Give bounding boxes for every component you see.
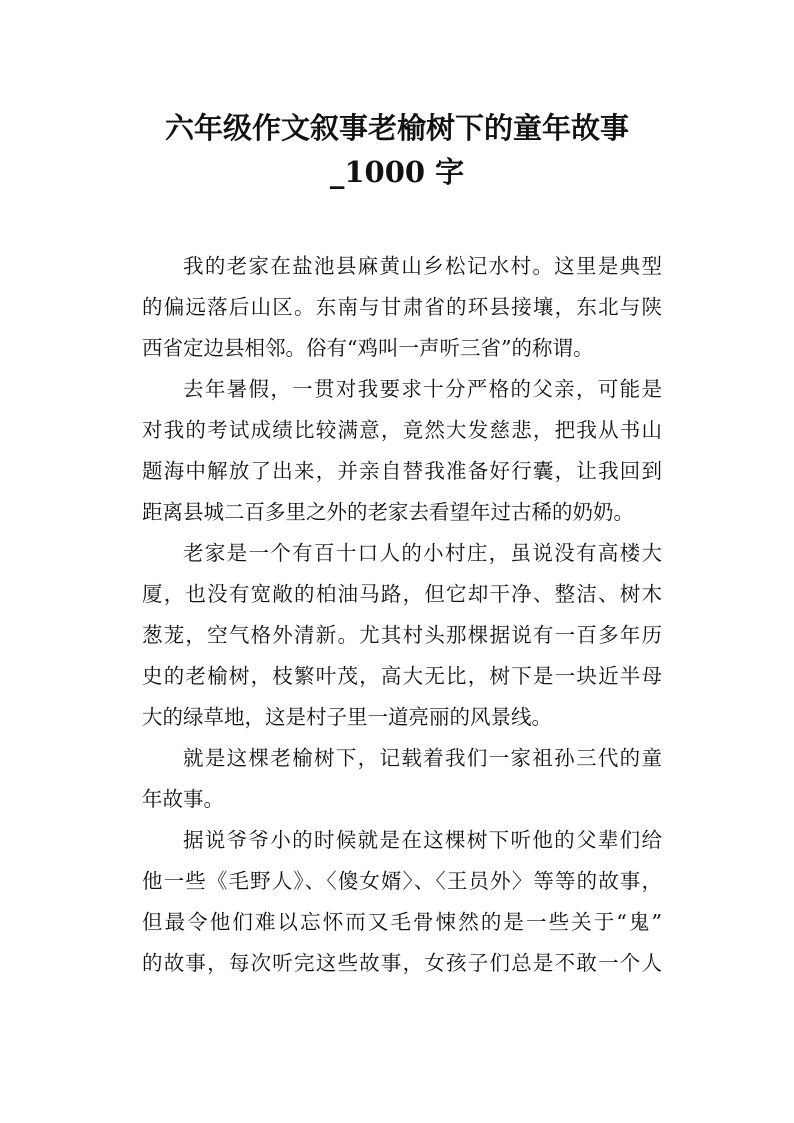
body-line-10: 葱茏，空气格外清新。尤其村头那棵据说有一百多年历 xyxy=(142,623,662,647)
body-line-8: 老家是一个有百十口人的小村庄，虽说没有高楼大 xyxy=(183,541,662,565)
document-title xyxy=(140,106,654,194)
body-line-9: 厦，也没有宽敞的柏油马路，但它却干净、整洁、树木 xyxy=(142,582,662,606)
body-line-4: 去年暑假，一贯对我要求十分严格的父亲，可能是 xyxy=(183,377,662,401)
body-line-13: 就是这棵老榆树下，记载着我们一家祖孙三代的童 xyxy=(183,746,662,770)
document-body xyxy=(142,246,662,984)
body-line-12: 大的绿草地，这是村子里一道亮丽的风景线。 xyxy=(142,705,552,729)
body-line-18: 的故事，每次听完这些故事，女孩子们总是不敢一个人 xyxy=(142,951,662,975)
body-line-2: 的偏远落后山区。东南与甘肃省的环县接壤，东北与陕 xyxy=(142,295,662,319)
body-line-16: 他一些《毛野人》、〈傻女婿〉、〈王员外〉等等的故事， xyxy=(142,869,662,893)
body-line-3: 西省定边县相邻。俗有“鸡叫一声听三省”的称谓。 xyxy=(142,336,594,360)
body-line-17: 但最令他们难以忘怀而又毛骨悚然的是一些关于“鬼” xyxy=(142,910,662,934)
body-line-14: 年故事。 xyxy=(142,787,224,811)
title-line-1: 六年级作文叙事老榆树下的童年故事 xyxy=(164,111,629,145)
body-line-6: 题海中解放了出来，并亲自替我准备好行囊，让我回到 xyxy=(142,459,662,483)
body-line-15: 据说爷爷小的时候就是在这棵树下听他的父辈们给 xyxy=(183,828,662,852)
body-line-5: 对我的考试成绩比较满意，竟然大发慈悲，把我从书山 xyxy=(142,418,662,442)
body-line-11: 史的老榆树，枝繁叶茂，高大无比，树下是一块近半母 xyxy=(142,664,662,688)
body-line-7: 距离县城二百多里之外的老家去看望年过古稀的奶奶。 xyxy=(142,500,634,524)
title-line-2: _1000 字 xyxy=(329,155,465,189)
body-line-1: 我的老家在盐池县麻黄山乡松记水村。这里是典型 xyxy=(183,254,662,278)
